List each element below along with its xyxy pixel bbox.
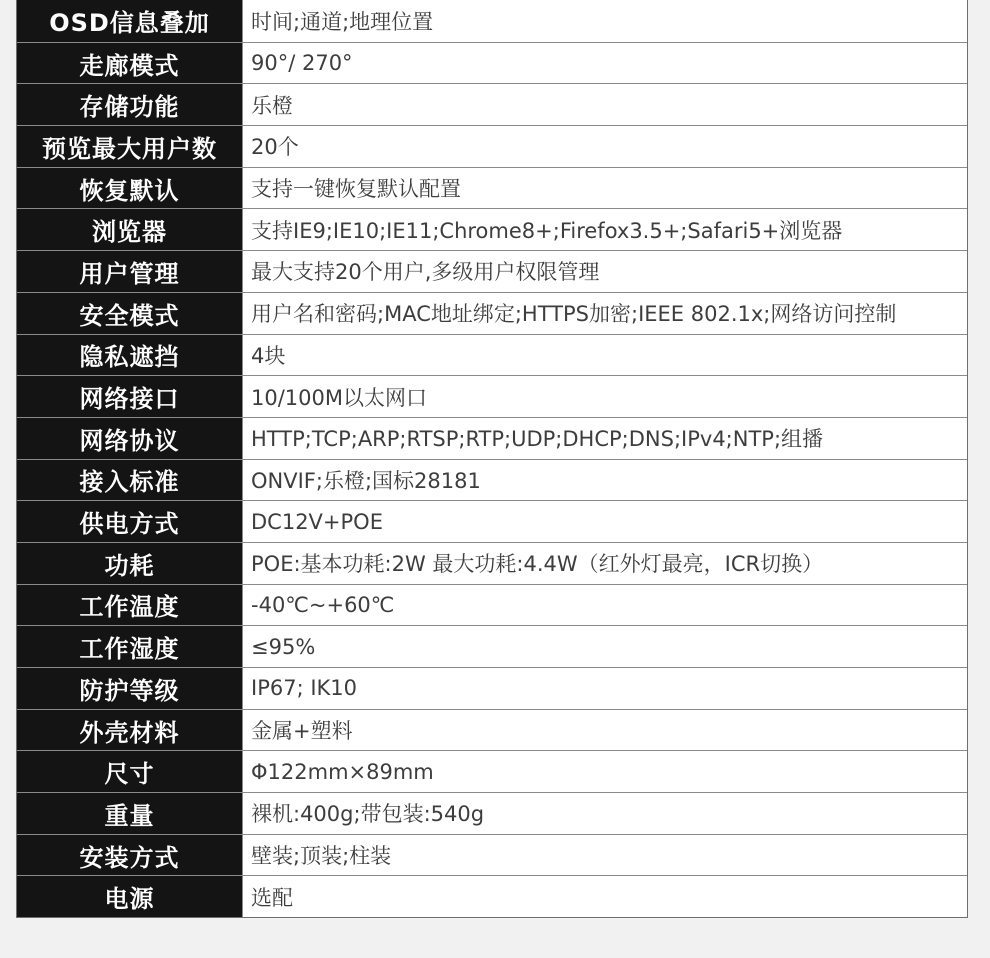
spec-value: 金属+塑料	[242, 710, 967, 751]
spec-label: 浏览器	[17, 209, 242, 250]
spec-value: Φ122mm×89mm	[242, 751, 967, 792]
spec-label: 重量	[17, 793, 242, 834]
spec-label: 工作湿度	[17, 626, 242, 667]
spec-value: 4块	[242, 335, 967, 376]
spec-label: 隐私遮挡	[17, 335, 242, 376]
spec-row-corridor-mode	[17, 42, 967, 84]
spec-value: ONVIF;乐橙;国标28181	[242, 460, 967, 501]
spec-row-protection-rating	[17, 667, 967, 709]
spec-value: 时间;通道;地理位置	[242, 0, 967, 42]
spec-row-security-mode	[17, 292, 967, 334]
spec-row-housing-material	[17, 709, 967, 751]
spec-value: 壁装;顶装;柱装	[242, 835, 967, 876]
spec-label: 工作温度	[17, 585, 242, 626]
spec-value: -40℃~+60℃	[242, 585, 967, 626]
spec-row-browser	[17, 208, 967, 250]
spec-label: 安全模式	[17, 293, 242, 334]
spec-label: 接入标准	[17, 460, 242, 501]
spec-value: 最大支持20个用户,多级用户权限管理	[242, 251, 967, 292]
spec-value: POE:基本功耗:2W 最大功耗:4.4W（红外灯最亮，ICR切换）	[242, 543, 967, 584]
spec-row-network-interface	[17, 375, 967, 417]
spec-value: IP67; IK10	[242, 668, 967, 709]
spec-label: OSD信息叠加	[17, 0, 242, 42]
spec-label: 预览最大用户数	[17, 126, 242, 167]
spec-value: 10/100M以太网口	[242, 376, 967, 417]
spec-label: 用户管理	[17, 251, 242, 292]
spec-row-osd	[17, 0, 967, 42]
spec-value: DC12V+POE	[242, 501, 967, 542]
spec-value: 用户名和密码;MAC地址绑定;HTTPS加密;IEEE 802.1x;网络访问控制	[242, 293, 967, 334]
spec-row-power-source	[17, 875, 967, 917]
spec-row-installation	[17, 834, 967, 876]
spec-label: 走廊模式	[17, 43, 242, 84]
spec-row-operating-temperature	[17, 584, 967, 626]
spec-value: 裸机:400g;带包装:540g	[242, 793, 967, 834]
spec-label: 尺寸	[17, 751, 242, 792]
spec-value: 乐橙	[242, 84, 967, 125]
spec-label: 功耗	[17, 543, 242, 584]
spec-table	[16, 0, 968, 918]
spec-value: 支持IE9;IE10;IE11;Chrome8+;Firefox3.5+;Safari5+浏览器	[242, 209, 967, 250]
spec-label: 网络协议	[17, 418, 242, 459]
spec-value: 支持一键恢复默认配置	[242, 168, 967, 209]
spec-row-privacy-mask	[17, 334, 967, 376]
spec-row-network-protocol	[17, 417, 967, 459]
spec-value: ≤95%	[242, 626, 967, 667]
spec-row-power-consumption	[17, 542, 967, 584]
spec-label: 防护等级	[17, 668, 242, 709]
spec-label: 安装方式	[17, 835, 242, 876]
spec-row-max-preview-users	[17, 125, 967, 167]
spec-row-power-supply	[17, 500, 967, 542]
spec-label: 供电方式	[17, 501, 242, 542]
spec-row-access-standard	[17, 459, 967, 501]
spec-value: 20个	[242, 126, 967, 167]
spec-row-factory-reset	[17, 167, 967, 209]
spec-value: 90°/ 270°	[242, 43, 967, 84]
spec-row-user-management	[17, 250, 967, 292]
spec-label: 存储功能	[17, 84, 242, 125]
spec-row-dimensions	[17, 750, 967, 792]
spec-row-weight	[17, 792, 967, 834]
spec-label: 网络接口	[17, 376, 242, 417]
spec-label: 电源	[17, 876, 242, 917]
spec-row-operating-humidity	[17, 625, 967, 667]
spec-label: 恢复默认	[17, 168, 242, 209]
spec-value: HTTP;TCP;ARP;RTSP;RTP;UDP;DHCP;DNS;IPv4;NTP;组播	[242, 418, 967, 459]
spec-label: 外壳材料	[17, 710, 242, 751]
spec-value: 选配	[242, 876, 967, 917]
spec-row-storage	[17, 83, 967, 125]
